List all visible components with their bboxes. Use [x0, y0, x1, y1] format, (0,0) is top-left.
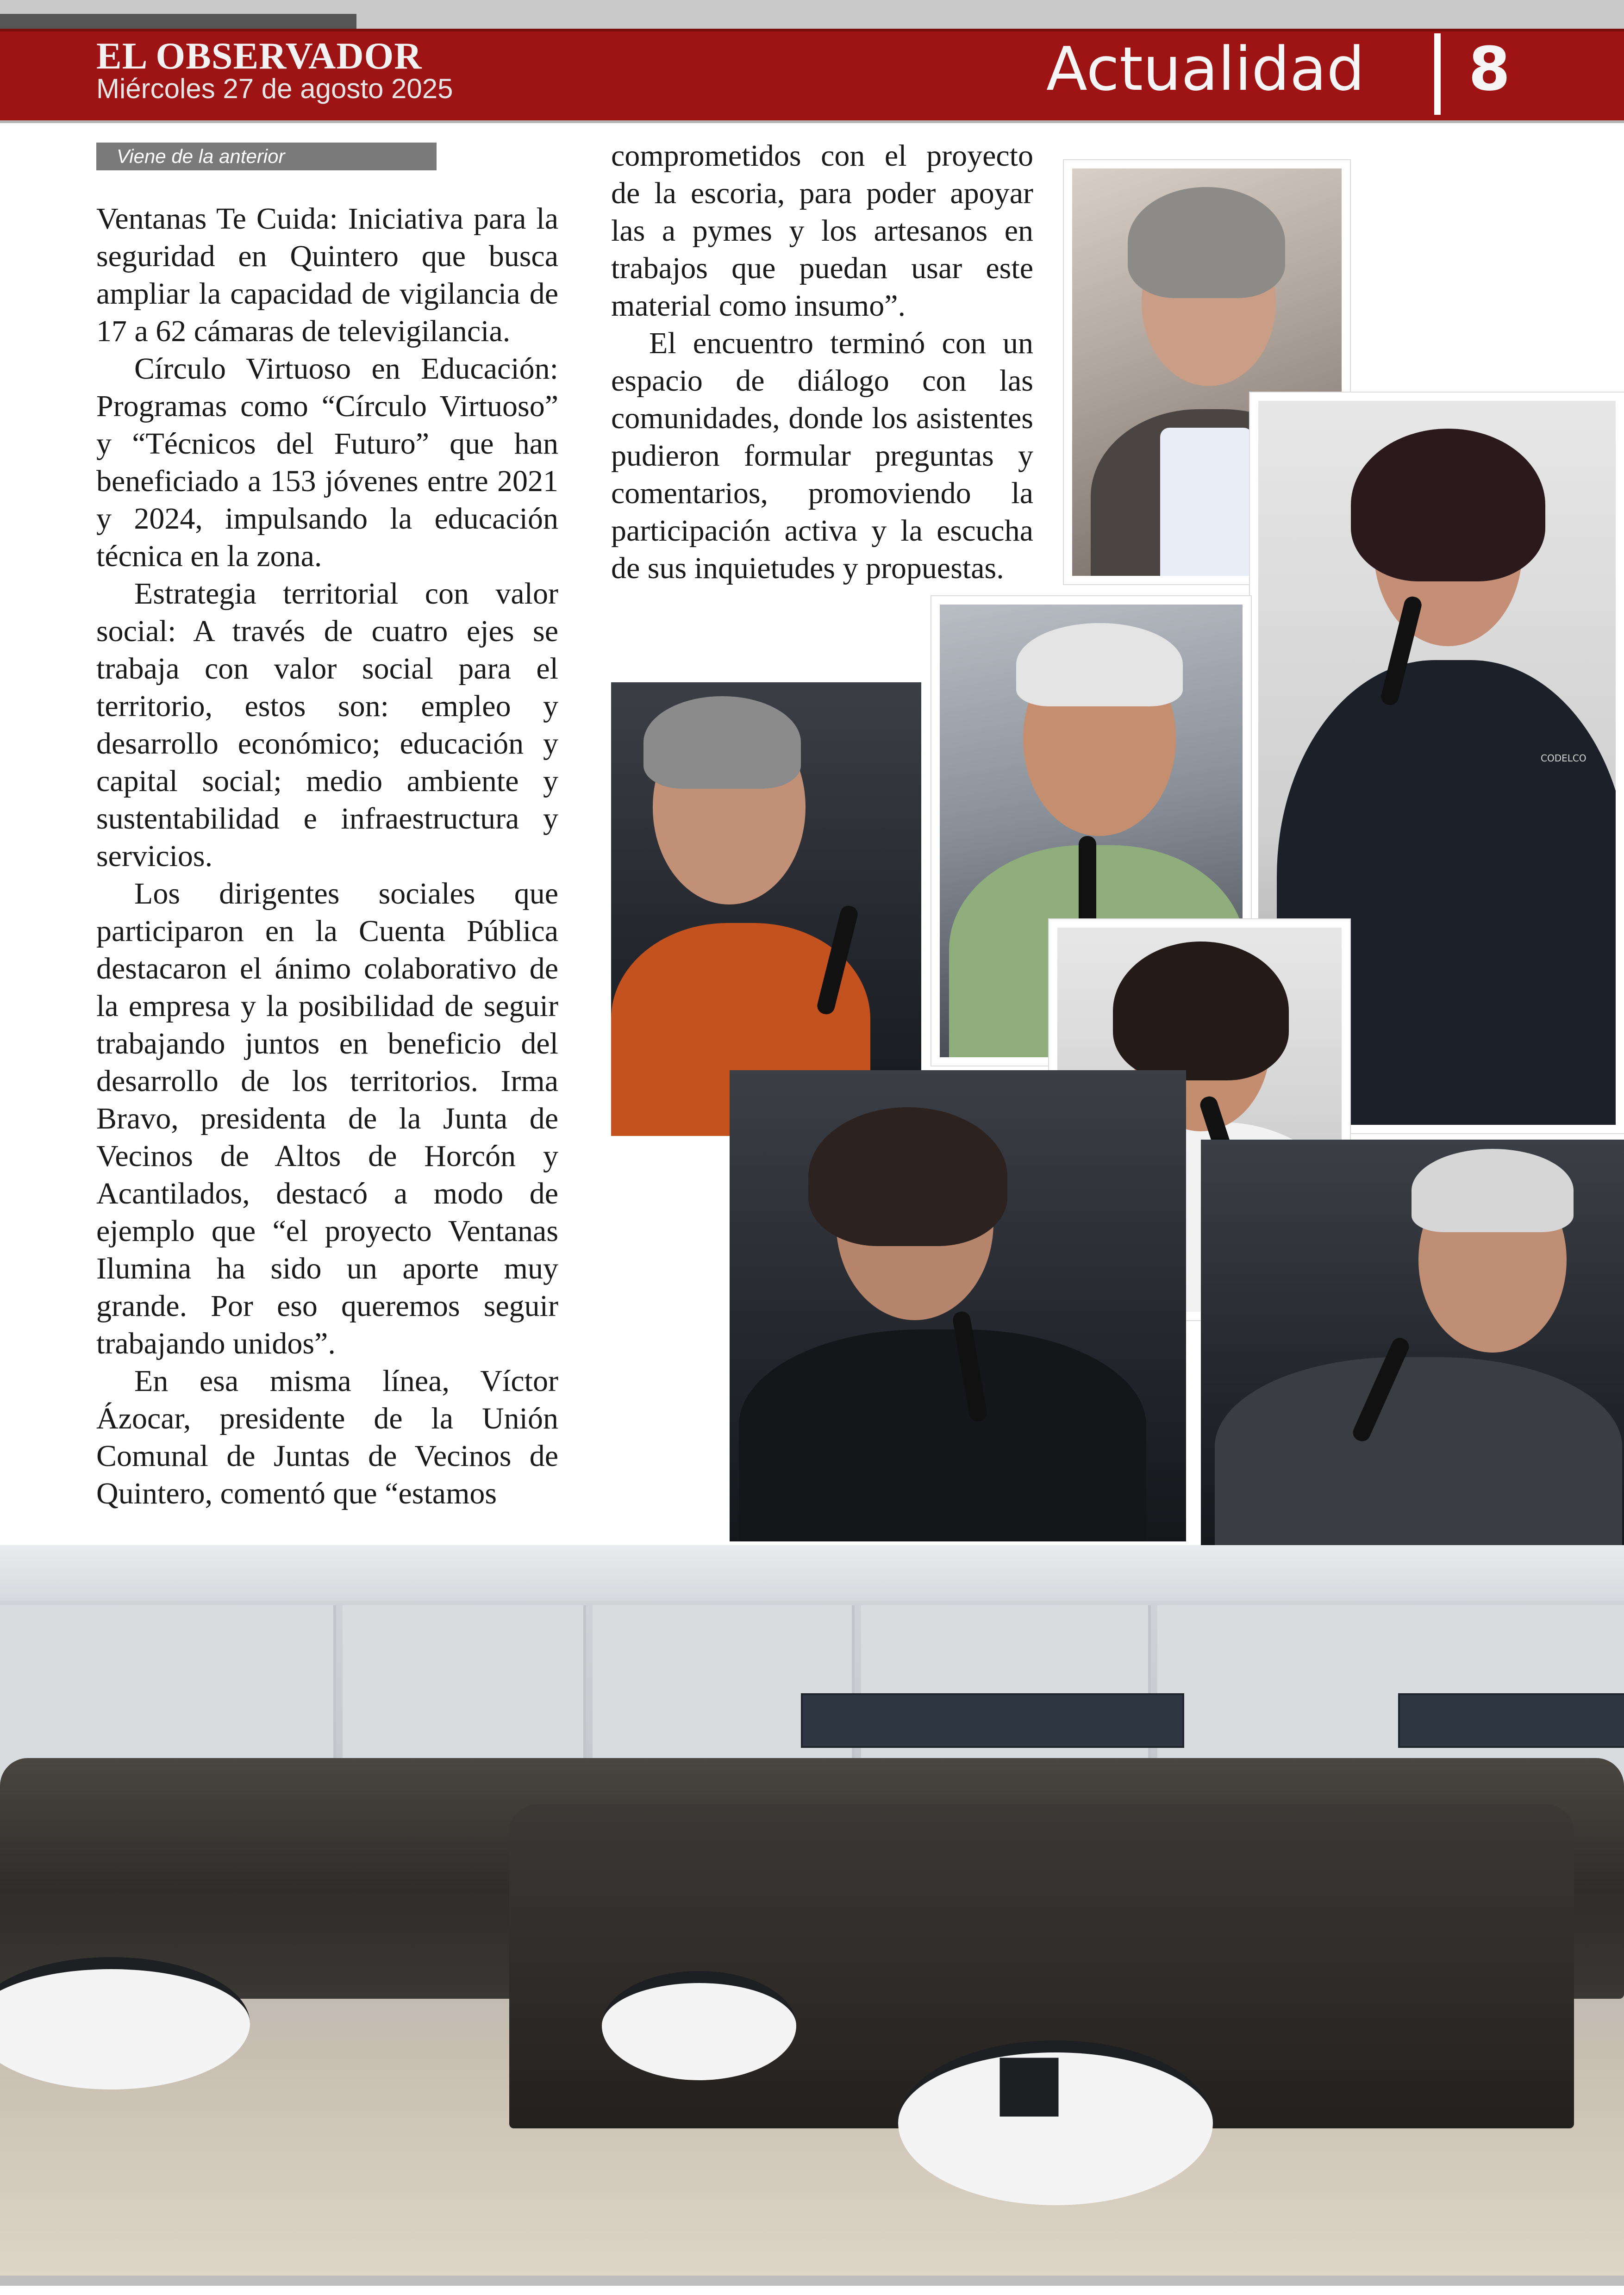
- article-column-2: [611, 137, 1033, 587]
- newspaper-name: EL OBSERVADOR: [96, 35, 422, 77]
- continued-label: Viene de la anterior: [96, 143, 437, 170]
- paragraph: El encuentro terminó con un espacio de diálogo con las comunidades, donde los asistentes pudieron formular preguntas y comentarios, promoviendo la participación activa y la escucha de sus inquietudes y propuestas.: [611, 326, 1033, 585]
- photo-group-audience: [0, 1545, 1624, 2286]
- issue-date: Miércoles 27 de agosto 2025: [96, 73, 453, 104]
- paragraph: En esa misma línea, Víctor Ázocar, presidente de la Unión Comunal de Juntas de Vecinos de Quintero, comentó que “estamos: [96, 1364, 558, 1510]
- paragraph: Ventanas Te Cuida: Iniciativa para la seguridad en Quintero que busca ampliar la capacidad de vigilancia de 17 a 62 cámaras de televigilancia.: [96, 202, 558, 348]
- header-divider: [1434, 33, 1441, 115]
- photo-woman-dark-blazer: [730, 1070, 1186, 1541]
- paragraph: comprometidos con el proyecto de la escoria, para poder apoyar las a pymes y los artesanos en trabajos que puedan usar este material como insumo”.: [611, 139, 1033, 323]
- jacket-logo: CODELCO: [1541, 753, 1587, 764]
- header-rule: [0, 120, 1624, 123]
- photo-man-gray-sweater: [1201, 1140, 1624, 1556]
- photo-man-orange-sweater: [611, 682, 921, 1136]
- photo-bottom-edge: [0, 2276, 1624, 2286]
- paragraph: Los dirigentes sociales que participaron en la Cuenta Pública destacaron el ánimo colaborativo de la empresa y la posibilidad de seguir trabajando juntos en beneficio del desarrollo de los territorios. Irma Bravo, presidenta de la Junta de Vecinos de Altos de Horcón y Acantilados, destacó a modo de ejemplo que “el proyecto Ventanas Ilumina ha sido un aporte muy grande. Por eso queremos seguir trabajando unidos”.: [96, 877, 558, 1360]
- photo-ceiling: [0, 1545, 1624, 1601]
- paragraph: Círculo Virtuoso en Educación: Programas como “Círculo Virtuoso” y “Técnicos del Futuro” que han beneficiado a 153 jóvenes entre 2021 y 2024, impulsando la educación técnica en la zona.: [96, 352, 558, 573]
- article-column-1: [96, 200, 558, 1512]
- top-bar-accent: [0, 14, 356, 30]
- section-title: Actualidad: [1046, 34, 1365, 104]
- page-number: 8: [1468, 34, 1511, 104]
- paragraph: Estrategia territorial con valor social: A través de cuatro ejes se trabaja con valor social para el territorio, estos son: empleo y desarrollo económico; educación y capital social; medio ambiente y sustentabilidad e infraestructura y servicios.: [96, 577, 558, 873]
